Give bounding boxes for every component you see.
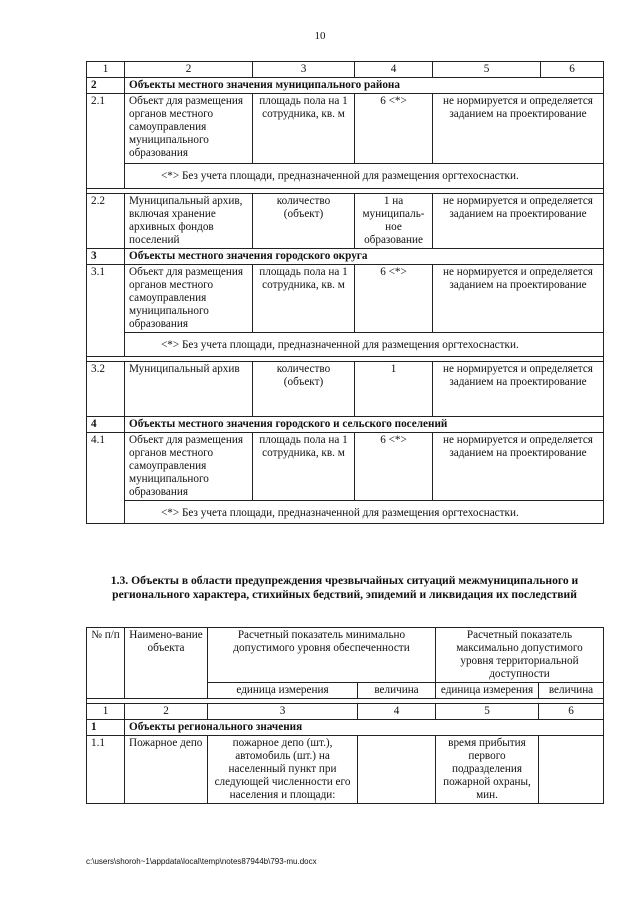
norms-table-regional bbox=[86, 627, 604, 804]
col-num-4: 4 bbox=[358, 704, 436, 720]
header-value: величина bbox=[358, 683, 436, 699]
row-number: 2.1 bbox=[87, 94, 125, 189]
header-value-2: величина bbox=[539, 683, 604, 699]
object-name: Муниципальный архив bbox=[125, 362, 253, 417]
section-heading: 1.3. Объекты в области предупреждения чрезвычайных ситуаций межмуниципального и регионального характера, стихийных бедствий, эпидемий и ликвидация их последствий bbox=[110, 574, 579, 601]
unit-cell: площадь пола на 1 сотрудника, кв. м bbox=[253, 265, 355, 333]
header-unit-2: единица измерения bbox=[436, 683, 539, 699]
col-num-5: 5 bbox=[436, 704, 539, 720]
norms-table-local bbox=[86, 61, 604, 524]
table-row bbox=[87, 433, 604, 501]
section-row bbox=[87, 417, 604, 433]
col-num-4: 4 bbox=[355, 62, 433, 78]
value-cell bbox=[358, 736, 436, 804]
footnote: <*> Без учета площади, предназначенной для размещения оргтехоснастки. bbox=[125, 333, 604, 357]
section-number: 4 bbox=[87, 417, 125, 433]
row-number: 4.1 bbox=[87, 433, 125, 524]
col-num-6: 6 bbox=[539, 704, 604, 720]
table-row bbox=[87, 362, 604, 417]
footer-file-path: c:\users\shoroh~1\appdata\local\temp\notes87944b\793-mu.docx bbox=[86, 857, 317, 866]
object-name: Объект для размещения органов местного самоуправления муниципального образования bbox=[125, 433, 253, 501]
object-name: Объект для размещения органов местного самоуправления муниципального образования bbox=[125, 94, 253, 164]
unit-cell: количество (объект) bbox=[253, 194, 355, 249]
value-cell: 6 <*> bbox=[355, 265, 433, 333]
header-min-group: Расчетный показатель минимально допустимого уровня обеспеченности bbox=[208, 628, 436, 683]
header-row bbox=[87, 628, 604, 683]
footnote: <*> Без учета площади, предназначенной для размещения оргтехоснастки. bbox=[125, 501, 604, 524]
section-number: 1 bbox=[87, 720, 125, 736]
table-row bbox=[87, 194, 604, 249]
col-num-1: 1 bbox=[87, 704, 125, 720]
section-number: 3 bbox=[87, 249, 125, 265]
access-cell: не нормируется и определяется заданием на проектирование bbox=[433, 362, 604, 417]
section-row bbox=[87, 78, 604, 94]
row-number: 2.2 bbox=[87, 194, 125, 249]
section-row bbox=[87, 249, 604, 265]
value-cell: 6 <*> bbox=[355, 94, 433, 164]
unit-cell-2: время прибытия первого подразделения пожарной охраны, мин. bbox=[436, 736, 539, 804]
col-num-3: 3 bbox=[253, 62, 355, 78]
access-cell: не нормируется и определяется заданием на проектирование bbox=[433, 433, 604, 501]
column-number-row bbox=[87, 704, 604, 720]
col-num-1: 1 bbox=[87, 62, 125, 78]
section-title: Объекты регионального значения bbox=[125, 720, 604, 736]
object-name: Объект для размещения органов местного самоуправления муниципального образования bbox=[125, 265, 253, 333]
row-number: 3.2 bbox=[87, 362, 125, 417]
unit-cell: площадь пола на 1 сотрудника, кв. м bbox=[253, 433, 355, 501]
row-number: 3.1 bbox=[87, 265, 125, 357]
section-title: Объекты местного значения муниципального района bbox=[125, 78, 604, 94]
page-number: 10 bbox=[314, 30, 326, 42]
col-num-6: 6 bbox=[541, 62, 604, 78]
header-num: № п/п bbox=[87, 628, 125, 699]
section-row bbox=[87, 720, 604, 736]
table-row bbox=[87, 736, 604, 804]
note-row bbox=[87, 333, 604, 357]
header-name: Наимено-вание объекта bbox=[125, 628, 208, 699]
value-cell: 1 bbox=[355, 362, 433, 417]
col-num-2: 2 bbox=[125, 62, 253, 78]
col-num-2: 2 bbox=[125, 704, 208, 720]
section-title: Объекты местного значения городского округа bbox=[125, 249, 604, 265]
value-cell-2 bbox=[539, 736, 604, 804]
header-unit: единица измерения bbox=[208, 683, 358, 699]
column-number-row bbox=[87, 62, 604, 78]
section-number: 2 bbox=[87, 78, 125, 94]
access-cell: не нормируется и определяется заданием на проектирование bbox=[433, 94, 604, 164]
note-row bbox=[87, 501, 604, 524]
col-num-3: 3 bbox=[208, 704, 358, 720]
section-title: Объекты местного значения городского и сельского поселений bbox=[125, 417, 604, 433]
unit-cell: пожарное депо (шт.), автомобиль (шт.) на населенный пункт при следующей численности его населения и площади: bbox=[208, 736, 358, 804]
value-cell: 6 <*> bbox=[355, 433, 433, 501]
table-row bbox=[87, 94, 604, 164]
unit-cell: количество (объект) bbox=[253, 362, 355, 417]
row-number: 1.1 bbox=[87, 736, 125, 804]
access-cell: не нормируется и определяется заданием на проектирование bbox=[433, 265, 604, 333]
header-max-group: Расчетный показатель максимально допустимого уровня территориальной доступности bbox=[436, 628, 604, 683]
table-row bbox=[87, 265, 604, 333]
unit-cell: площадь пола на 1 сотрудника, кв. м bbox=[253, 94, 355, 164]
object-name: Пожарное депо bbox=[125, 736, 208, 804]
value-cell: 1 на муниципаль-ное образование bbox=[355, 194, 433, 249]
access-cell: не нормируется и определяется заданием на проектирование bbox=[433, 194, 604, 249]
col-num-5: 5 bbox=[433, 62, 541, 78]
footnote: <*> Без учета площади, предназначенной для размещения оргтехоснастки. bbox=[125, 164, 604, 189]
object-name: Муниципальный архив, включая хранение архивных фондов поселений bbox=[125, 194, 253, 249]
note-row bbox=[87, 164, 604, 189]
